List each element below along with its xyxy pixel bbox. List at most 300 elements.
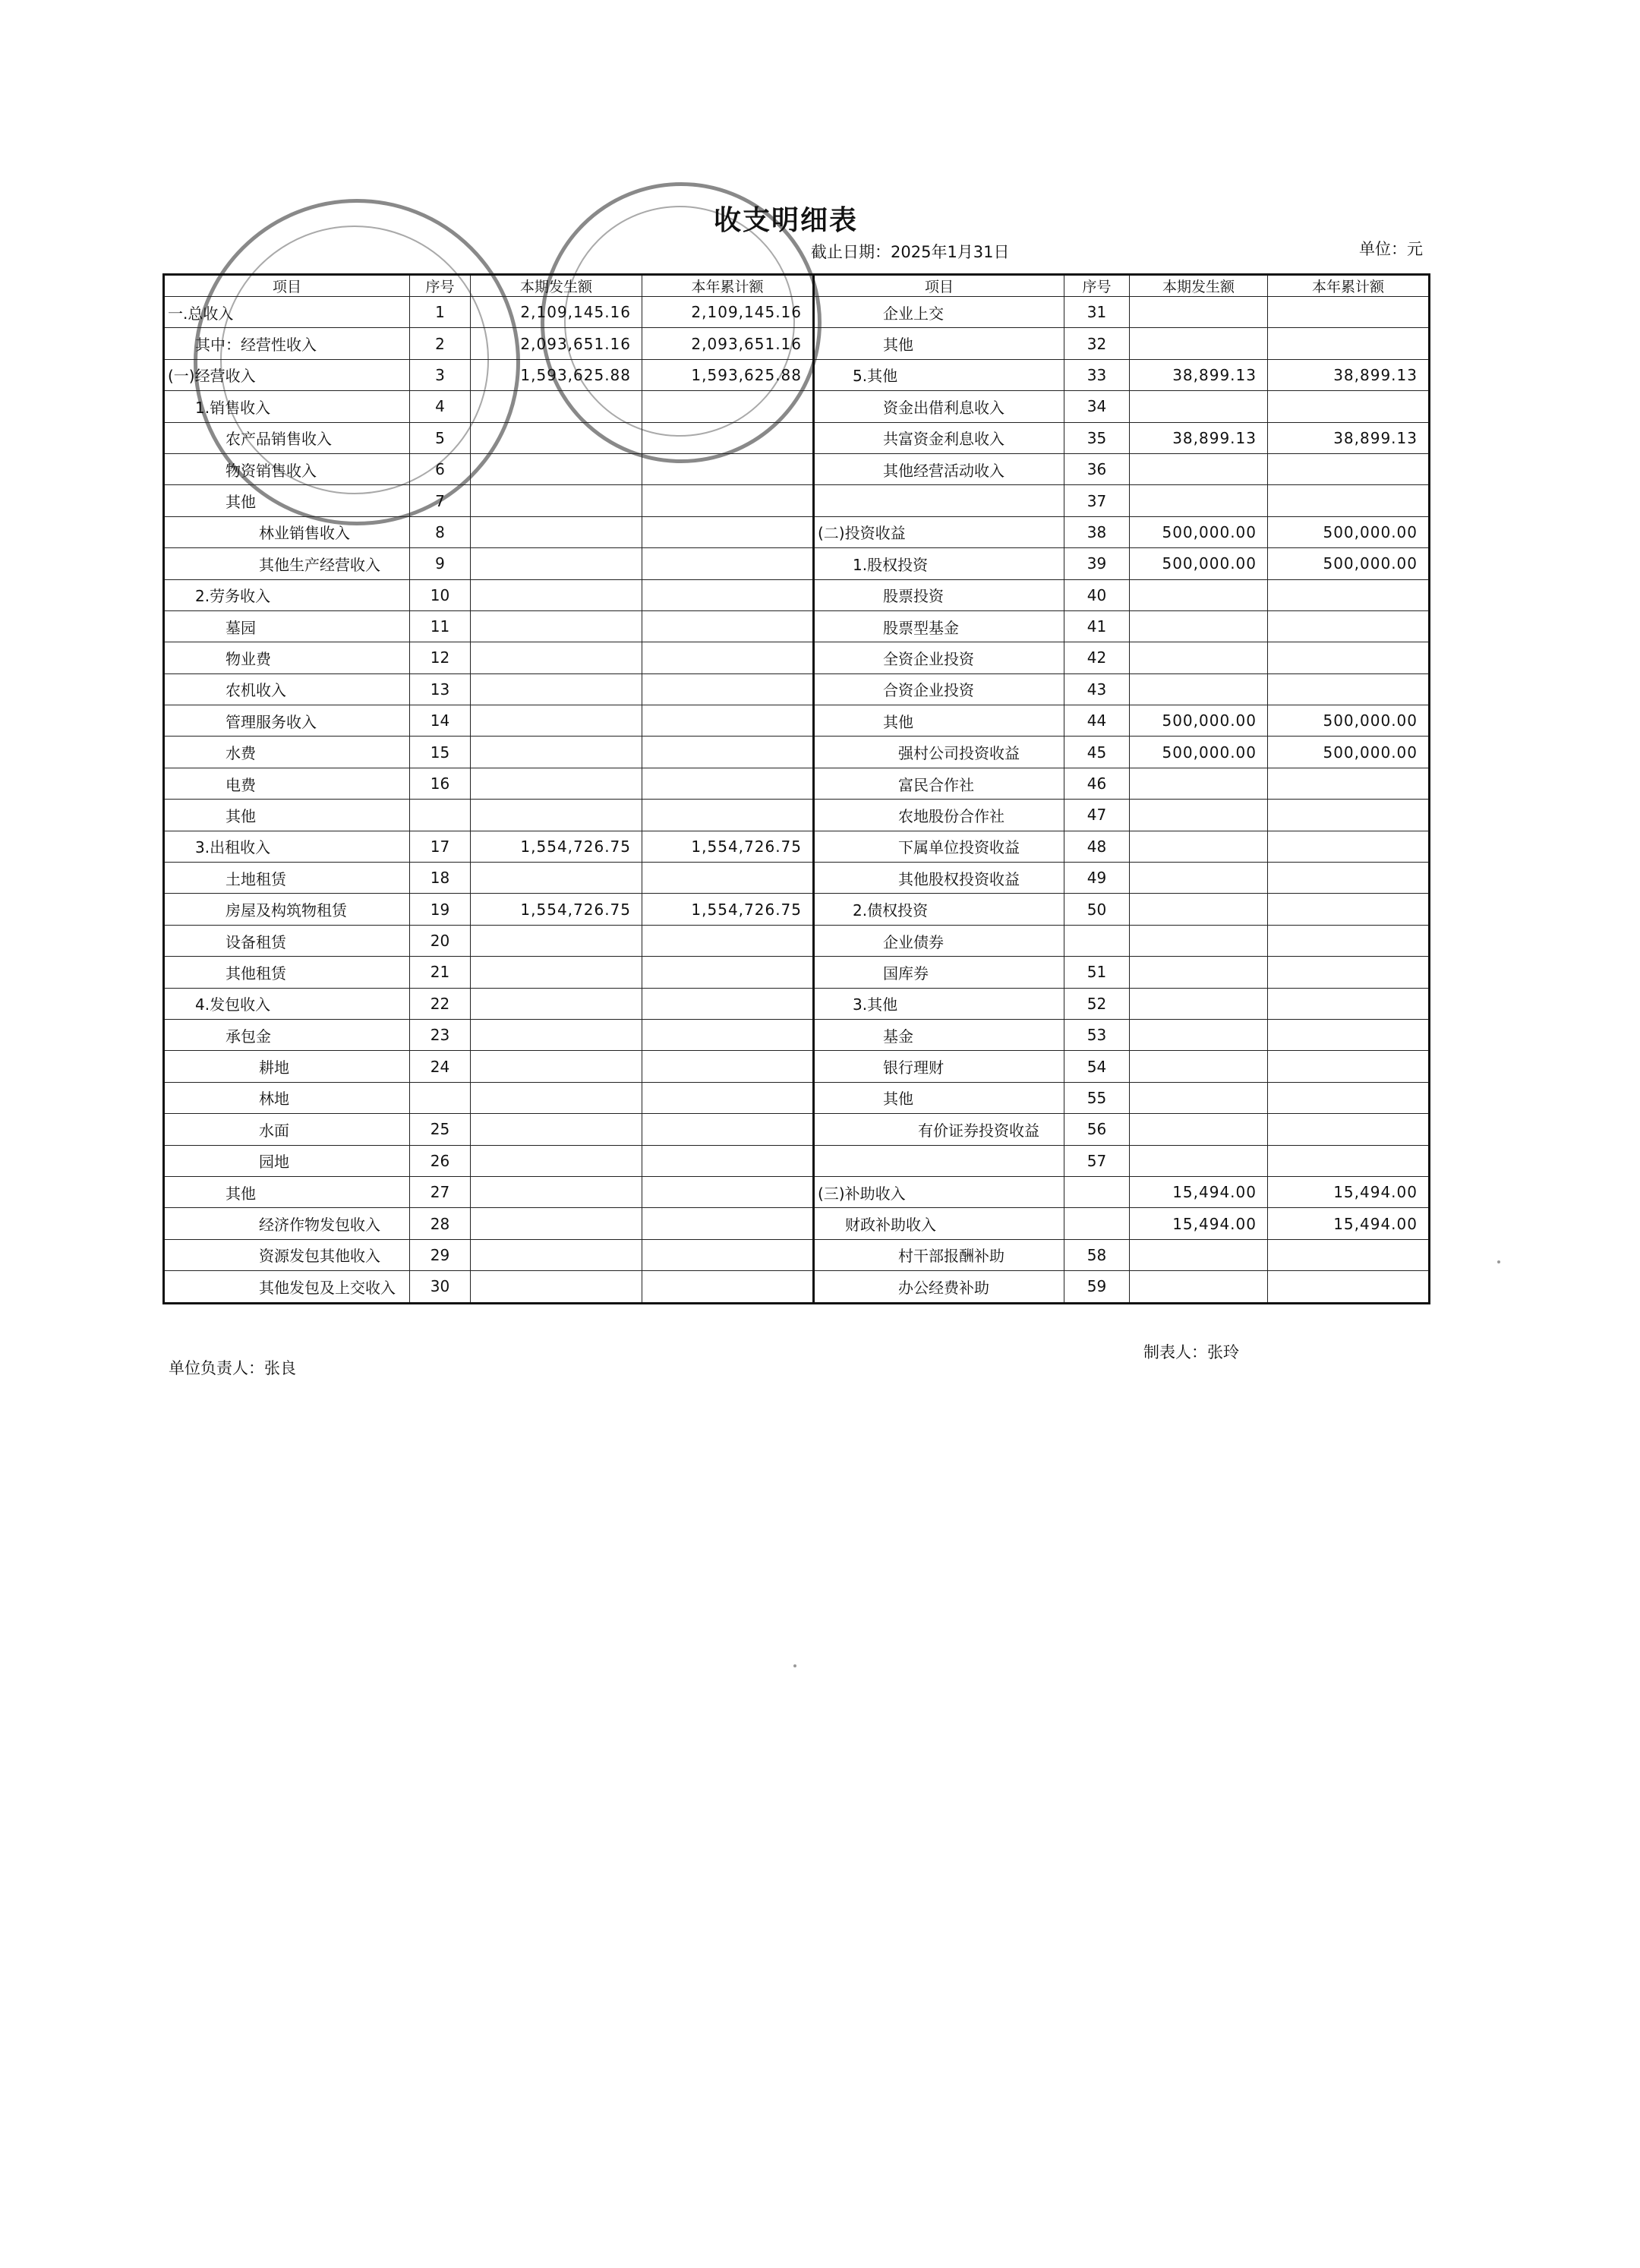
right-item-cell: 其他 (814, 705, 1064, 737)
unit-label: 单位：元 (1359, 240, 1423, 258)
table-row (164, 642, 1430, 673)
right-item-cell: 基金 (814, 1019, 1064, 1050)
right-current-amount-cell (1130, 1082, 1268, 1113)
right-seq-cell: 42 (1064, 642, 1130, 673)
left-current-amount-cell (471, 1114, 642, 1145)
right-current-amount-cell (1130, 1271, 1268, 1303)
right-ytd-amount-cell (1268, 579, 1430, 610)
left-ytd-amount-cell (642, 1082, 814, 1113)
right-item-cell: 3.其他 (814, 988, 1064, 1019)
cutoff-date: 截止日期：2025年1月31日 (811, 243, 1010, 261)
left-item-cell: (一)经营收入 (164, 359, 410, 390)
left-current-amount-cell (471, 1176, 642, 1207)
right-item-cell: 企业债券 (814, 925, 1064, 956)
table-row (164, 485, 1430, 516)
right-seq-cell: 57 (1064, 1145, 1130, 1176)
left-ytd-amount-cell (642, 1145, 814, 1176)
table-row (164, 768, 1430, 799)
left-current-amount-cell (471, 548, 642, 579)
header-ytd-left: 本年累计额 (642, 275, 814, 297)
right-ytd-amount-cell (1268, 957, 1430, 988)
right-ytd-amount-cell (1268, 1019, 1430, 1050)
left-current-amount-cell (471, 863, 642, 894)
left-item-cell: 物业费 (164, 642, 410, 673)
right-current-amount-cell (1130, 1239, 1268, 1270)
table-row (164, 610, 1430, 642)
left-seq-cell: 19 (410, 894, 471, 925)
left-ytd-amount-cell (642, 579, 814, 610)
table-row (164, 453, 1430, 484)
right-ytd-amount-cell (1268, 831, 1430, 862)
right-current-amount-cell (1130, 453, 1268, 484)
unit-responsible: 单位负责人：张良 (169, 1359, 296, 1377)
right-item-cell: 下属单位投资收益 (814, 831, 1064, 862)
left-ytd-amount-cell (642, 925, 814, 956)
right-current-amount-cell (1130, 957, 1268, 988)
right-ytd-amount-cell (1268, 610, 1430, 642)
left-current-amount-cell (471, 705, 642, 737)
scan-speck (793, 1664, 796, 1667)
left-seq-cell: 17 (410, 831, 471, 862)
left-item-cell: 其他发包及上交收入 (164, 1271, 410, 1303)
right-ytd-amount-cell (1268, 925, 1430, 956)
right-ytd-amount-cell (1268, 863, 1430, 894)
right-ytd-amount-cell: 500,000.00 (1268, 737, 1430, 768)
right-current-amount-cell: 500,000.00 (1130, 705, 1268, 737)
right-ytd-amount-cell (1268, 1145, 1430, 1176)
left-current-amount-cell (471, 610, 642, 642)
left-seq-cell: 11 (410, 610, 471, 642)
table-row (164, 579, 1430, 610)
left-item-cell: 其他 (164, 1176, 410, 1207)
left-item-cell: 林业销售收入 (164, 516, 410, 547)
right-current-amount-cell (1130, 1019, 1268, 1050)
left-seq-cell: 25 (410, 1114, 471, 1145)
left-ytd-amount-cell (642, 516, 814, 547)
left-seq-cell: 4 (410, 391, 471, 422)
right-seq-cell: 46 (1064, 768, 1130, 799)
right-seq-cell (1064, 1176, 1130, 1207)
right-current-amount-cell (1130, 673, 1268, 705)
right-ytd-amount-cell (1268, 1051, 1430, 1082)
left-seq-cell (410, 1082, 471, 1113)
right-current-amount-cell (1130, 610, 1268, 642)
left-current-amount-cell: 1,554,726.75 (471, 831, 642, 862)
left-current-amount-cell (471, 422, 642, 453)
table-preparer: 制表人：张玲 (1143, 1343, 1239, 1361)
left-current-amount-cell (471, 516, 642, 547)
right-ytd-amount-cell (1268, 642, 1430, 673)
left-current-amount-cell (471, 485, 642, 516)
right-item-cell: 财政补助收入 (814, 1208, 1064, 1239)
left-item-cell: 水费 (164, 737, 410, 768)
right-current-amount-cell (1130, 1145, 1268, 1176)
right-current-amount-cell (1130, 642, 1268, 673)
table-row (164, 1051, 1430, 1082)
right-seq-cell: 54 (1064, 1051, 1130, 1082)
left-ytd-amount-cell (642, 1019, 814, 1050)
right-ytd-amount-cell: 500,000.00 (1268, 705, 1430, 737)
left-seq-cell: 27 (410, 1176, 471, 1207)
right-current-amount-cell: 15,494.00 (1130, 1176, 1268, 1207)
table-row (164, 894, 1430, 925)
left-item-cell: 土地租赁 (164, 863, 410, 894)
left-ytd-amount-cell (642, 863, 814, 894)
table-row (164, 391, 1430, 422)
right-seq-cell: 38 (1064, 516, 1130, 547)
left-item-cell: 资源发包其他收入 (164, 1239, 410, 1270)
left-ytd-amount-cell (642, 957, 814, 988)
right-item-cell: 有价证券投资收益 (814, 1114, 1064, 1145)
table-header-row (164, 275, 1430, 297)
table-row (164, 705, 1430, 737)
table-row (164, 548, 1430, 579)
left-item-cell: 耕地 (164, 1051, 410, 1082)
left-current-amount-cell (471, 1019, 642, 1050)
left-ytd-amount-cell (642, 1051, 814, 1082)
left-ytd-amount-cell (642, 1208, 814, 1239)
left-current-amount-cell (471, 579, 642, 610)
right-item-cell: 村干部报酬补助 (814, 1239, 1064, 1270)
table-row (164, 673, 1430, 705)
right-item-cell: 国库券 (814, 957, 1064, 988)
left-item-cell: 其他租赁 (164, 957, 410, 988)
table-row (164, 1019, 1430, 1050)
right-item-cell: (二)投资收益 (814, 516, 1064, 547)
right-ytd-amount-cell (1268, 673, 1430, 705)
right-seq-cell: 34 (1064, 391, 1130, 422)
right-seq-cell: 32 (1064, 328, 1130, 359)
table-row (164, 297, 1430, 328)
right-seq-cell: 48 (1064, 831, 1130, 862)
header-seq-left: 序号 (410, 275, 471, 297)
left-seq-cell: 8 (410, 516, 471, 547)
table-row (164, 1208, 1430, 1239)
right-current-amount-cell: 15,494.00 (1130, 1208, 1268, 1239)
right-seq-cell: 43 (1064, 673, 1130, 705)
left-item-cell: 农机收入 (164, 673, 410, 705)
left-ytd-amount-cell (642, 705, 814, 737)
right-current-amount-cell (1130, 988, 1268, 1019)
left-item-cell: 其他 (164, 800, 410, 831)
left-item-cell: 电费 (164, 768, 410, 799)
right-ytd-amount-cell (1268, 485, 1430, 516)
left-seq-cell: 7 (410, 485, 471, 516)
left-current-amount-cell (471, 957, 642, 988)
right-current-amount-cell (1130, 894, 1268, 925)
left-seq-cell: 28 (410, 1208, 471, 1239)
right-ytd-amount-cell: 500,000.00 (1268, 516, 1430, 547)
right-item-cell: 1.股权投资 (814, 548, 1064, 579)
left-ytd-amount-cell: 1,593,625.88 (642, 359, 814, 390)
left-seq-cell: 1 (410, 297, 471, 328)
right-seq-cell: 44 (1064, 705, 1130, 737)
right-item-cell: 其他 (814, 1082, 1064, 1113)
right-ytd-amount-cell: 15,494.00 (1268, 1208, 1430, 1239)
left-item-cell: 2.劳务收入 (164, 579, 410, 610)
right-seq-cell (1064, 1208, 1130, 1239)
left-ytd-amount-cell (642, 1176, 814, 1207)
left-current-amount-cell (471, 988, 642, 1019)
left-current-amount-cell (471, 673, 642, 705)
left-seq-cell: 16 (410, 768, 471, 799)
right-item-cell: 2.债权投资 (814, 894, 1064, 925)
right-current-amount-cell (1130, 800, 1268, 831)
right-item-cell (814, 485, 1064, 516)
left-seq-cell: 12 (410, 642, 471, 673)
right-seq-cell: 56 (1064, 1114, 1130, 1145)
left-ytd-amount-cell (642, 422, 814, 453)
right-seq-cell (1064, 925, 1130, 956)
right-seq-cell: 37 (1064, 485, 1130, 516)
right-current-amount-cell: 500,000.00 (1130, 516, 1268, 547)
left-item-cell: 承包金 (164, 1019, 410, 1050)
right-ytd-amount-cell (1268, 453, 1430, 484)
right-seq-cell: 55 (1064, 1082, 1130, 1113)
table-row (164, 1082, 1430, 1113)
left-ytd-amount-cell (642, 988, 814, 1019)
table-row (164, 516, 1430, 547)
left-ytd-amount-cell (642, 485, 814, 516)
left-seq-cell: 18 (410, 863, 471, 894)
left-item-cell: 一.总收入 (164, 297, 410, 328)
right-ytd-amount-cell: 38,899.13 (1268, 422, 1430, 453)
right-ytd-amount-cell (1268, 328, 1430, 359)
right-seq-cell: 31 (1064, 297, 1130, 328)
right-ytd-amount-cell (1268, 894, 1430, 925)
left-seq-cell: 26 (410, 1145, 471, 1176)
right-item-cell: 强村公司投资收益 (814, 737, 1064, 768)
right-item-cell: 银行理财 (814, 1051, 1064, 1082)
left-current-amount-cell: 2,109,145.16 (471, 297, 642, 328)
left-current-amount-cell (471, 1239, 642, 1270)
left-seq-cell: 3 (410, 359, 471, 390)
scan-speck (1497, 1260, 1500, 1263)
right-current-amount-cell (1130, 391, 1268, 422)
right-item-cell: 共富资金利息收入 (814, 422, 1064, 453)
left-item-cell: 3.出租收入 (164, 831, 410, 862)
left-item-cell: 园地 (164, 1145, 410, 1176)
table-row (164, 831, 1430, 862)
left-ytd-amount-cell (642, 1271, 814, 1303)
table-row (164, 1176, 1430, 1207)
left-ytd-amount-cell: 2,093,651.16 (642, 328, 814, 359)
left-item-cell: 墓园 (164, 610, 410, 642)
left-current-amount-cell (471, 1208, 642, 1239)
left-seq-cell: 21 (410, 957, 471, 988)
right-seq-cell: 39 (1064, 548, 1130, 579)
right-ytd-amount-cell (1268, 1082, 1430, 1113)
right-current-amount-cell (1130, 297, 1268, 328)
right-item-cell: 其他 (814, 328, 1064, 359)
right-item-cell: 办公经费补助 (814, 1271, 1064, 1303)
left-item-cell: 其他生产经营收入 (164, 548, 410, 579)
left-current-amount-cell (471, 1145, 642, 1176)
table-row (164, 800, 1430, 831)
left-current-amount-cell (471, 768, 642, 799)
table-body (164, 297, 1430, 1304)
right-item-cell: 其他经营活动收入 (814, 453, 1064, 484)
right-seq-cell: 35 (1064, 422, 1130, 453)
left-item-cell: 管理服务收入 (164, 705, 410, 737)
left-ytd-amount-cell (642, 737, 814, 768)
left-ytd-amount-cell (642, 800, 814, 831)
left-seq-cell: 15 (410, 737, 471, 768)
left-seq-cell: 6 (410, 453, 471, 484)
table-row (164, 1145, 1430, 1176)
left-seq-cell: 29 (410, 1239, 471, 1270)
right-seq-cell: 49 (1064, 863, 1130, 894)
left-current-amount-cell (471, 1082, 642, 1113)
right-seq-cell: 51 (1064, 957, 1130, 988)
left-current-amount-cell (471, 391, 642, 422)
table-row (164, 988, 1430, 1019)
right-ytd-amount-cell: 500,000.00 (1268, 548, 1430, 579)
left-item-cell: 房屋及构筑物租赁 (164, 894, 410, 925)
income-detail-table (162, 273, 1430, 1304)
left-current-amount-cell (471, 642, 642, 673)
right-ytd-amount-cell (1268, 391, 1430, 422)
right-current-amount-cell (1130, 485, 1268, 516)
table-row (164, 957, 1430, 988)
left-current-amount-cell (471, 800, 642, 831)
left-ytd-amount-cell: 2,109,145.16 (642, 297, 814, 328)
right-current-amount-cell: 38,899.13 (1130, 422, 1268, 453)
right-item-cell: 富民合作社 (814, 768, 1064, 799)
left-item-cell: 4.发包收入 (164, 988, 410, 1019)
table-row (164, 422, 1430, 453)
left-seq-cell: 10 (410, 579, 471, 610)
right-item-cell: 全资企业投资 (814, 642, 1064, 673)
right-item-cell: 其他股权投资收益 (814, 863, 1064, 894)
right-current-amount-cell: 500,000.00 (1130, 737, 1268, 768)
right-current-amount-cell (1130, 768, 1268, 799)
right-ytd-amount-cell (1268, 1114, 1430, 1145)
left-seq-cell: 5 (410, 422, 471, 453)
table-row (164, 863, 1430, 894)
left-seq-cell: 23 (410, 1019, 471, 1050)
right-item-cell: 资金出借利息收入 (814, 391, 1064, 422)
header-item-right: 项目 (814, 275, 1064, 297)
table-row (164, 1114, 1430, 1145)
right-current-amount-cell: 500,000.00 (1130, 548, 1268, 579)
left-item-cell: 其他 (164, 485, 410, 516)
left-ytd-amount-cell: 1,554,726.75 (642, 894, 814, 925)
right-ytd-amount-cell: 38,899.13 (1268, 359, 1430, 390)
right-item-cell: 股票投资 (814, 579, 1064, 610)
right-current-amount-cell (1130, 831, 1268, 862)
right-ytd-amount-cell (1268, 1271, 1430, 1303)
left-ytd-amount-cell (642, 642, 814, 673)
header-current-left: 本期发生额 (471, 275, 642, 297)
left-ytd-amount-cell (642, 548, 814, 579)
right-item-cell: 股票型基金 (814, 610, 1064, 642)
left-current-amount-cell (471, 453, 642, 484)
left-current-amount-cell (471, 737, 642, 768)
right-seq-cell: 58 (1064, 1239, 1130, 1270)
right-ytd-amount-cell (1268, 988, 1430, 1019)
right-seq-cell: 41 (1064, 610, 1130, 642)
right-item-cell: 农地股份合作社 (814, 800, 1064, 831)
left-current-amount-cell: 2,093,651.16 (471, 328, 642, 359)
left-seq-cell: 24 (410, 1051, 471, 1082)
left-current-amount-cell (471, 1271, 642, 1303)
left-ytd-amount-cell (642, 1239, 814, 1270)
table-row (164, 1271, 1430, 1303)
left-current-amount-cell (471, 1051, 642, 1082)
right-seq-cell: 59 (1064, 1271, 1130, 1303)
left-ytd-amount-cell (642, 391, 814, 422)
left-seq-cell: 20 (410, 925, 471, 956)
right-seq-cell: 33 (1064, 359, 1130, 390)
right-seq-cell: 53 (1064, 1019, 1130, 1050)
left-current-amount-cell: 1,554,726.75 (471, 894, 642, 925)
left-item-cell: 农产品销售收入 (164, 422, 410, 453)
right-seq-cell: 52 (1064, 988, 1130, 1019)
left-ytd-amount-cell (642, 673, 814, 705)
left-current-amount-cell: 1,593,625.88 (471, 359, 642, 390)
left-ytd-amount-cell (642, 768, 814, 799)
right-current-amount-cell (1130, 925, 1268, 956)
left-item-cell: 林地 (164, 1082, 410, 1113)
right-current-amount-cell (1130, 579, 1268, 610)
right-ytd-amount-cell (1268, 297, 1430, 328)
left-item-cell: 设备租赁 (164, 925, 410, 956)
left-item-cell: 1.销售收入 (164, 391, 410, 422)
table-row (164, 1239, 1430, 1270)
right-seq-cell: 50 (1064, 894, 1130, 925)
left-seq-cell: 22 (410, 988, 471, 1019)
right-seq-cell: 45 (1064, 737, 1130, 768)
right-current-amount-cell: 38,899.13 (1130, 359, 1268, 390)
right-ytd-amount-cell (1268, 768, 1430, 799)
left-ytd-amount-cell (642, 453, 814, 484)
right-item-cell: 企业上交 (814, 297, 1064, 328)
page-title: 收支明细表 (714, 205, 859, 236)
table-row (164, 925, 1430, 956)
left-item-cell: 物资销售收入 (164, 453, 410, 484)
right-item-cell: 5.其他 (814, 359, 1064, 390)
right-current-amount-cell (1130, 1051, 1268, 1082)
left-item-cell: 水面 (164, 1114, 410, 1145)
left-seq-cell: 2 (410, 328, 471, 359)
right-item-cell: 合资企业投资 (814, 673, 1064, 705)
header-item-left: 项目 (164, 275, 410, 297)
table-row (164, 328, 1430, 359)
header-current-right: 本期发生额 (1130, 275, 1268, 297)
left-item-cell: 经济作物发包收入 (164, 1208, 410, 1239)
right-seq-cell: 36 (1064, 453, 1130, 484)
left-seq-cell: 13 (410, 673, 471, 705)
left-current-amount-cell (471, 925, 642, 956)
left-seq-cell: 30 (410, 1271, 471, 1303)
left-seq-cell (410, 800, 471, 831)
table-row (164, 359, 1430, 390)
header-ytd-right: 本年累计额 (1268, 275, 1430, 297)
right-seq-cell: 40 (1064, 579, 1130, 610)
right-current-amount-cell (1130, 1114, 1268, 1145)
left-ytd-amount-cell (642, 610, 814, 642)
left-ytd-amount-cell: 1,554,726.75 (642, 831, 814, 862)
left-seq-cell: 9 (410, 548, 471, 579)
table-row (164, 737, 1430, 768)
right-ytd-amount-cell: 15,494.00 (1268, 1176, 1430, 1207)
left-seq-cell: 14 (410, 705, 471, 737)
left-item-cell: 其中：经营性收入 (164, 328, 410, 359)
right-ytd-amount-cell (1268, 800, 1430, 831)
right-item-cell (814, 1145, 1064, 1176)
header-seq-right: 序号 (1064, 275, 1130, 297)
